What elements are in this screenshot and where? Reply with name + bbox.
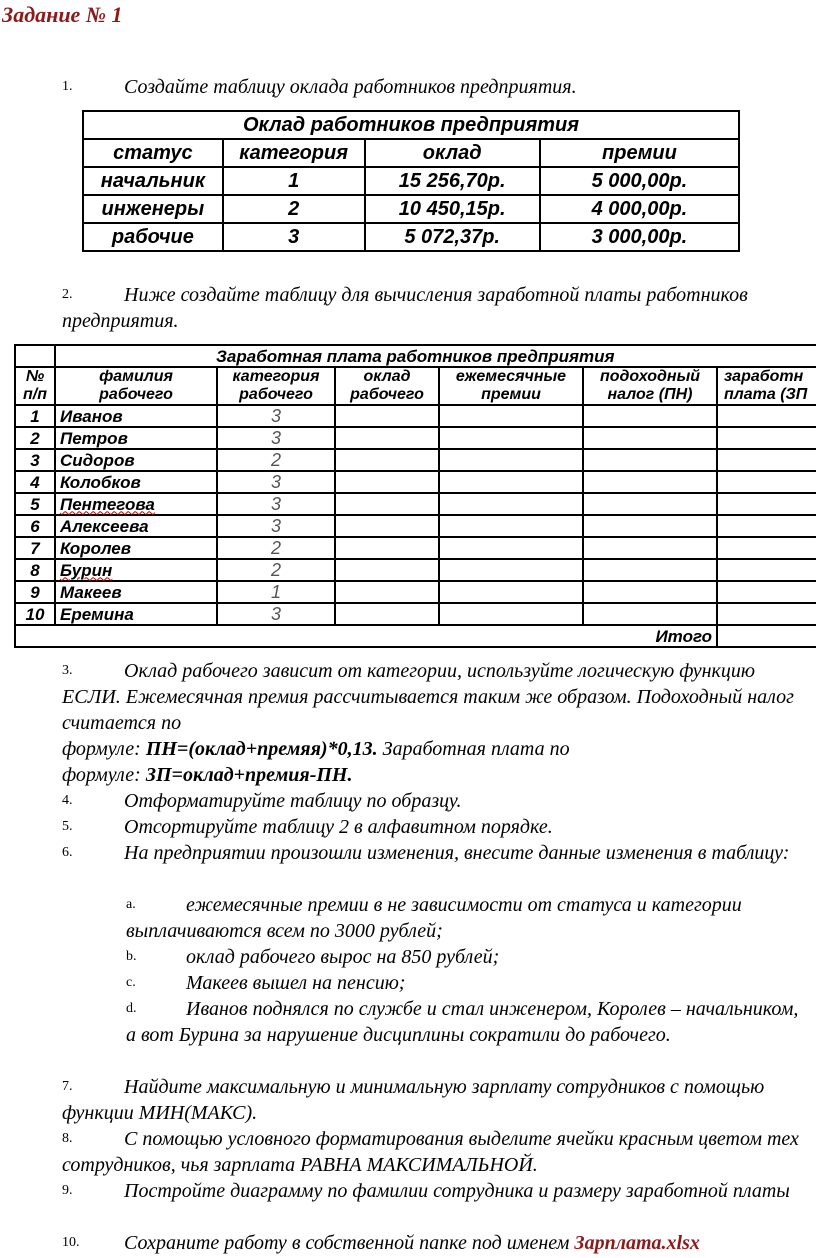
item-number: 10. (62, 1235, 80, 1250)
item-text: Иванов поднялся по службе и стал инженером, Королев – начальником, а вот Бурина за нарушение дисциплины сократили до рабочего. (126, 998, 799, 1046)
table-cell: 3 000,00р. (540, 223, 739, 251)
empty-cell (717, 537, 816, 559)
table-cell: 4 000,00р. (540, 195, 739, 223)
empty-cell (583, 427, 717, 449)
row-number: 6 (15, 515, 55, 537)
empty-cell (335, 603, 439, 625)
item-number: 6. (62, 845, 73, 860)
empty-cell (717, 427, 816, 449)
task-item-4 (62, 788, 808, 814)
worker-name: Иванов (55, 405, 217, 427)
header-cell: премии (540, 139, 739, 167)
empty-cell (717, 559, 816, 581)
item-number: 1. (62, 79, 73, 94)
header-cell: фамилия рабочего (55, 367, 217, 405)
salary-table-caption: Оклад работников предприятия (83, 111, 739, 139)
table-row (15, 515, 816, 537)
empty-cell (439, 559, 583, 581)
worker-category: 3 (217, 515, 335, 537)
row-number: 10 (15, 603, 55, 625)
task-item-8 (62, 1126, 808, 1178)
table-row (15, 537, 816, 559)
worker-category: 3 (217, 405, 335, 427)
empty-cell (717, 405, 816, 427)
formula-tax: ПН=(оклад+премяя)*0,13. (145, 738, 378, 760)
table-cell: рабочие (83, 223, 223, 251)
item-number: 3. (62, 663, 73, 678)
worker-name: Еремина (55, 603, 217, 625)
salary-table (82, 110, 740, 252)
empty-cell (583, 405, 717, 427)
empty-cell (717, 471, 816, 493)
empty-cell (439, 515, 583, 537)
item-text: Отсортируйте таблицу 2 в алфавитном порядке. (124, 816, 553, 838)
empty-cell (335, 493, 439, 515)
header-cell: заработн плата (ЗП (717, 367, 816, 405)
empty-cell (439, 427, 583, 449)
header-cell: подоходный налог (ПН) (583, 367, 717, 405)
row-number: 2 (15, 427, 55, 449)
table-cell: инженеры (83, 195, 223, 223)
item-text: оклад рабочего вырос на 850 рублей; (186, 946, 500, 968)
item-text: Оклад рабочего зависит от категории, используйте логическую функцию ЕСЛИ. Ежемесячная премия рассчитывается таким же образом. Подоходный налог считается по (62, 660, 794, 734)
payroll-table-wrapper (14, 344, 816, 652)
sub-item-c (126, 970, 808, 996)
row-number: 1 (15, 405, 55, 427)
task-item-9 (62, 1178, 808, 1204)
table-cell: 2 (223, 195, 365, 223)
row-number: 5 (15, 493, 55, 515)
empty-cell (439, 581, 583, 603)
empty-cell (439, 449, 583, 471)
item-text: На предприятии произошли изменения, внесите данные изменения в таблицу: (124, 842, 790, 864)
table-row (15, 471, 816, 493)
item-text: Сохраните работу в собственной папке под именем Зарплата.xlsx (124, 1232, 700, 1254)
worker-category: 2 (217, 559, 335, 581)
empty-cell (335, 405, 439, 427)
item-text: Найдите максимальную и минимальную зарплату сотрудников с помощью функции МИН(МАКС). (62, 1076, 765, 1124)
table-row (15, 493, 816, 515)
task-item-1 (62, 74, 808, 100)
table-row (15, 581, 816, 603)
table-cell: 1 (223, 167, 365, 195)
table-row (83, 167, 739, 195)
sub-item-b (126, 944, 808, 970)
empty-cell (439, 405, 583, 427)
row-number: 3 (15, 449, 55, 471)
worker-name: Королев (55, 537, 217, 559)
worker-name: Пентегова (55, 493, 217, 515)
empty-cell (583, 581, 717, 603)
empty-cell (439, 471, 583, 493)
item-number: 8. (62, 1131, 73, 1146)
header-cell: категория рабочего (217, 367, 335, 405)
item-text: ежемесячные премии в не зависимости от статуса и категории выплачиваются всем по 3000 рублей; (126, 894, 742, 942)
header-cell: оклад рабочего (335, 367, 439, 405)
task-item-6 (62, 840, 808, 866)
table-row (15, 449, 816, 471)
empty-cell (717, 515, 816, 537)
table-row (15, 427, 816, 449)
worker-category: 3 (217, 471, 335, 493)
worker-category: 2 (217, 449, 335, 471)
payroll-table (14, 344, 816, 648)
item-text: Отформатируйте таблицу по образцу. (124, 790, 462, 812)
filename: Зарплата.xlsx (574, 1232, 700, 1254)
table-cell: 5 072,37р. (365, 223, 540, 251)
empty-cell (335, 537, 439, 559)
worker-category: 3 (217, 493, 335, 515)
empty-cell (335, 471, 439, 493)
empty-cell (439, 603, 583, 625)
worker-category: 1 (217, 581, 335, 603)
empty-cell (335, 559, 439, 581)
page-title: Задание № 1 (2, 2, 123, 27)
empty-cell (335, 581, 439, 603)
table-cell: 10 450,15р. (365, 195, 540, 223)
task-item-10 (62, 1230, 808, 1256)
row-number: 9 (15, 581, 55, 603)
table-row (83, 195, 739, 223)
worker-category: 2 (217, 537, 335, 559)
item-text: Ниже создайте таблицу для вычисления заработной платы работников предприятия. (62, 284, 748, 332)
table-row (15, 405, 816, 427)
item-number: c. (126, 975, 136, 990)
item-text: Создайте таблицу оклада работников предприятия. (124, 76, 577, 98)
header-cell: ежемесячные премии (439, 367, 583, 405)
item-text: С помощью условного форматирования выделите ячейки красным цветом тех сотрудников, чья зарплата РАВНА МАКСИМАЛЬНОЙ. (62, 1128, 799, 1176)
worker-category: 3 (217, 427, 335, 449)
empty-cell (583, 493, 717, 515)
worker-name: Сидоров (55, 449, 217, 471)
empty-cell (583, 471, 717, 493)
empty-cell (583, 537, 717, 559)
empty-cell (439, 493, 583, 515)
table-cell: 3 (223, 223, 365, 251)
worker-name: Алексеева (55, 515, 217, 537)
task-item-5 (62, 814, 808, 840)
task-item-7 (62, 1074, 808, 1126)
empty-cell (717, 603, 816, 625)
item-number: b. (126, 949, 137, 964)
table-row (83, 223, 739, 251)
total-cell (717, 625, 816, 647)
item-number: 4. (62, 793, 73, 808)
empty-cell (335, 449, 439, 471)
header-cell: статус (83, 139, 223, 167)
worker-category: 3 (217, 603, 335, 625)
empty-cell (335, 427, 439, 449)
header-cell: категория (223, 139, 365, 167)
header-cell: № п/п (15, 367, 55, 405)
table-cell: начальник (83, 167, 223, 195)
formula-salary: ЗП=оклад+премия-ПН. (145, 764, 353, 786)
worker-name: Макеев (55, 581, 217, 603)
sub-item-d (126, 996, 808, 1048)
empty-cell (583, 449, 717, 471)
worker-name: Бурин (55, 559, 217, 581)
task-item-2 (62, 282, 808, 334)
item-number: a. (126, 897, 136, 912)
item-number: 2. (62, 287, 73, 302)
worker-name: Колобков (55, 471, 217, 493)
item-number: d. (126, 1001, 137, 1016)
table-row (15, 559, 816, 581)
item-text: Постройте диаграмму по фамилии сотрудника и размеру заработной платы (124, 1180, 790, 1202)
row-number: 8 (15, 559, 55, 581)
table-cell: 15 256,70р. (365, 167, 540, 195)
worker-name: Петров (55, 427, 217, 449)
empty-cell (583, 515, 717, 537)
item-text: Макеев вышел на пенсию; (186, 972, 406, 994)
empty-cell (717, 449, 816, 471)
empty-cell (583, 603, 717, 625)
empty-cell (439, 537, 583, 559)
empty-cell (717, 581, 816, 603)
row-number: 4 (15, 471, 55, 493)
empty-cell (583, 559, 717, 581)
payroll-table-caption: Заработная плата работников предприятия (55, 345, 816, 367)
row-number: 7 (15, 537, 55, 559)
table-row (15, 603, 816, 625)
item-number: 5. (62, 819, 73, 834)
sub-item-a (126, 892, 808, 944)
empty-cell (717, 493, 816, 515)
task-item-3: 3. Оклад рабочего зависит от категории, используйте логическую функцию ЕСЛИ. Ежемесячная премия рассчитывается таким же образом. Подоходный налог считается по формуле: ПН=(оклад+премяя)*0,13. Заработная плата по формуле: ЗП=оклад+премия-ПН. (62, 658, 808, 788)
table-cell: 5 000,00р. (540, 167, 739, 195)
header-cell: оклад (365, 139, 540, 167)
empty-cell (335, 515, 439, 537)
item-number: 7. (62, 1079, 73, 1094)
total-label: Итого (15, 625, 717, 647)
item-number: 9. (62, 1183, 73, 1198)
